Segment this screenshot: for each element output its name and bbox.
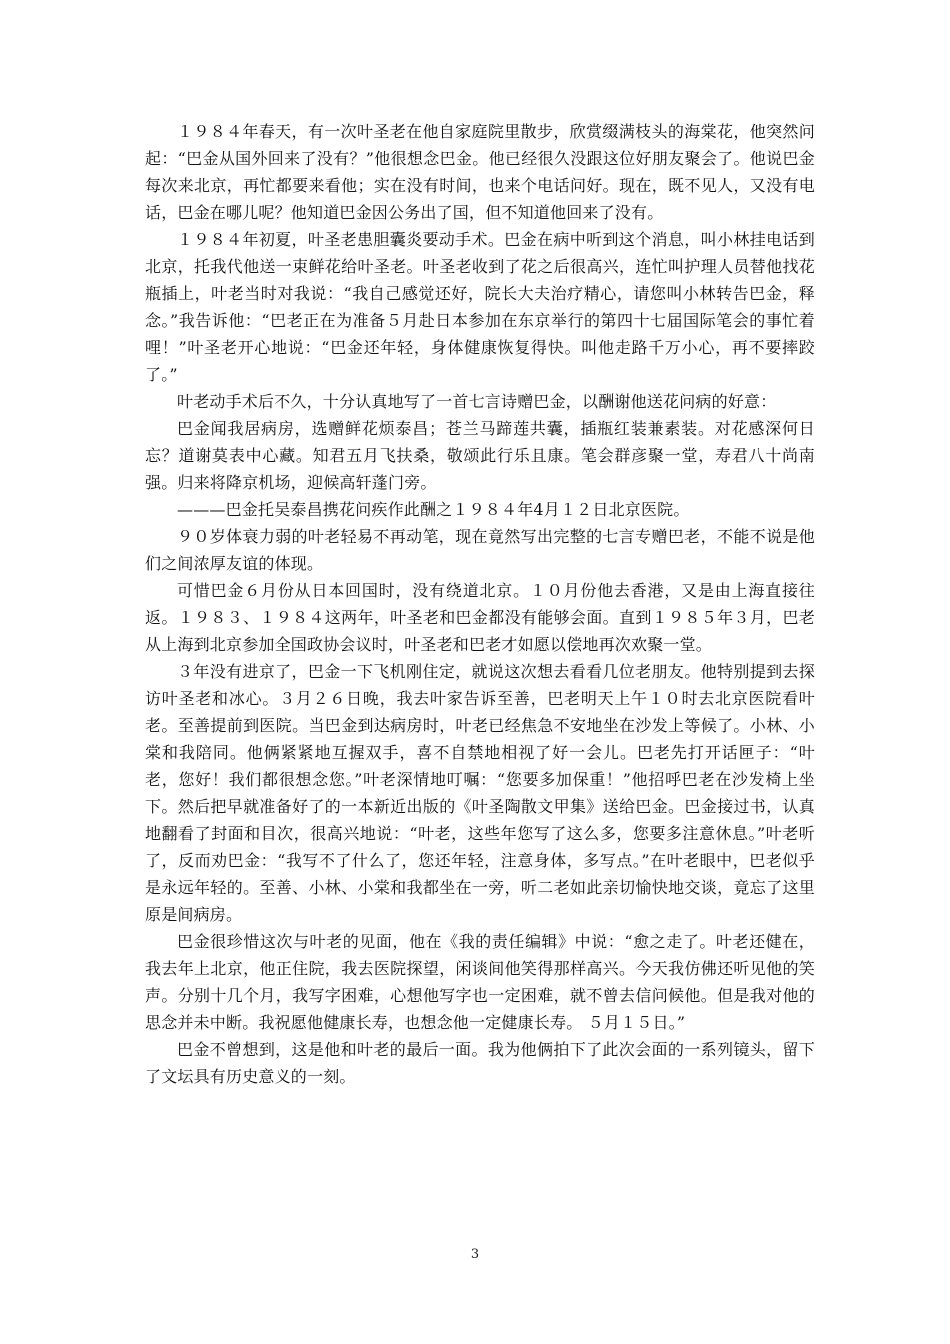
poem-text: 巴金闻我居病房，选赠鲜花烦泰昌；苍兰马蹄莲共囊，插瓶红装兼素装。对花感深何日忘？道谢莫表中心藏。知君五月飞扶桑，敬颂此行乐且康。笔会群彦聚一堂，寿君八十尚南强。归来将降京机场，迎候高轩蓬门旁。	[145, 419, 815, 492]
paragraph-10: 巴金不曾想到，这是他和叶老的最后一面。我为他俩拍下了此次会面的一系列镜头，留下了文坛具有历史意义的一刻。	[145, 1040, 815, 1086]
paragraph-9: 巴金很珍惜这次与叶老的见面，他在《我的责任编辑》中说：“愈之走了。叶老还健在，我去年上北京，他正住院，我去医院探望，闲谈间他笑得那样高兴。今天我仿佛还听见他的笑声。分别十几个月，我写字困难，心想他写字也一定困难，就不曾去信问候他。但是我对他的思念并未中断。我祝愿他健康长寿，也想念他一定健康长寿。 ５月１５日。”	[145, 932, 815, 1032]
paragraph-1: １９８４年春天，有一次叶圣老在他自家庭院里散步，欣赏缀满枝头的海棠花，他突然问起：“巴金从国外回来了没有？”他很想念巴金。他已经很久没跟这位好朋友聚会了。他说巴金每次来北京，再忙都要来看他；实在没有时间，也来个电话问好。现在，既不见人，又没有电话，巴金在哪儿呢？他知道巴金因公务出了国，但不知道他回来了没有。	[145, 122, 815, 222]
paragraph-2: １９８４年初夏，叶圣老患胆囊炎要动手术。巴金在病中听到这个消息，叫小林挂电话到北京，托我代他送一束鲜花给叶圣老。叶圣老收到了花之后很高兴，连忙叫护理人员替他找花瓶插上，叶老当时对我说：“我自己感觉还好，院长大夫治疗精心，请您叫小林转告巴金，释念。”我告诉他：“巴老正在为准备５月赴日本参加在东京举行的第四十七届国际笔会的事忙着哩！”叶圣老开心地说：“巴金还年轻，身体健康恢复得快。叫他走路千万小心，再不要摔跤了。”	[145, 230, 815, 384]
paragraph-8: ３年没有进京了，巴金一下飞机刚住定，就说这次想去看看几位老朋友。他特别提到去探访叶圣老和冰心。３月２６日晚，我去叶家告诉至善，巴老明天上午１０时去北京医院看叶老。至善提前到医院。当巴金到达病房时，叶老已经焦急不安地坐在沙发上等候了。小林、小棠和我陪同。他俩紧紧地互握双手，喜不自禁地相视了好一会儿。巴老先打开话匣子：“叶老，您好！我们都很想念您。”叶老深情地叮嘱：“您要多加保重！”他招呼巴老在沙发椅上坐下。然后把早就准备好了的一本新近出版的《叶圣陶散文甲集》送给巴金。巴金接过书，认真地翻看了封面和目次，很高兴地说：“叶老，这些年您写了这么多，您要多注意休息。”叶老听了，反而劝巴金：“我写不了什么了，您还年轻，注意身体，多写点。”在叶老眼中，巴老似乎是永远年轻的。至善、小林、小棠和我都坐在一旁，听二老如此亲切愉快地交谈，竟忘了这里原是间病房。	[145, 662, 815, 924]
poem-attribution: ———巴金托吴泰昌携花问疾作此酬之１９８４年4月１２日北京医院。	[177, 500, 690, 519]
article-body	[145, 118, 815, 1090]
paragraph-6: ９０岁体衰力弱的叶老轻易不再动笔，现在竟然写出完整的七言专赠巴老，不能不说是他们之间浓厚友谊的体现。	[145, 527, 815, 573]
page-number: 3	[470, 1247, 480, 1262]
paragraph-3: 叶老动手术后不久，十分认真地写了一首七言诗赠巴金，以酬谢他送花问病的好意：	[177, 392, 777, 411]
paragraph-7: 可惜巴金６月份从日本回国时，没有绕道北京。１０月份他去香港，又是由上海直接往返。１９８３、１９８４这两年，叶圣老和巴金都没有能够会面。直到１９８５年３月，巴老从上海到北京参加全国政协会议时，叶圣老和巴老才如愿以偿地再次欢聚一堂。	[145, 581, 815, 654]
